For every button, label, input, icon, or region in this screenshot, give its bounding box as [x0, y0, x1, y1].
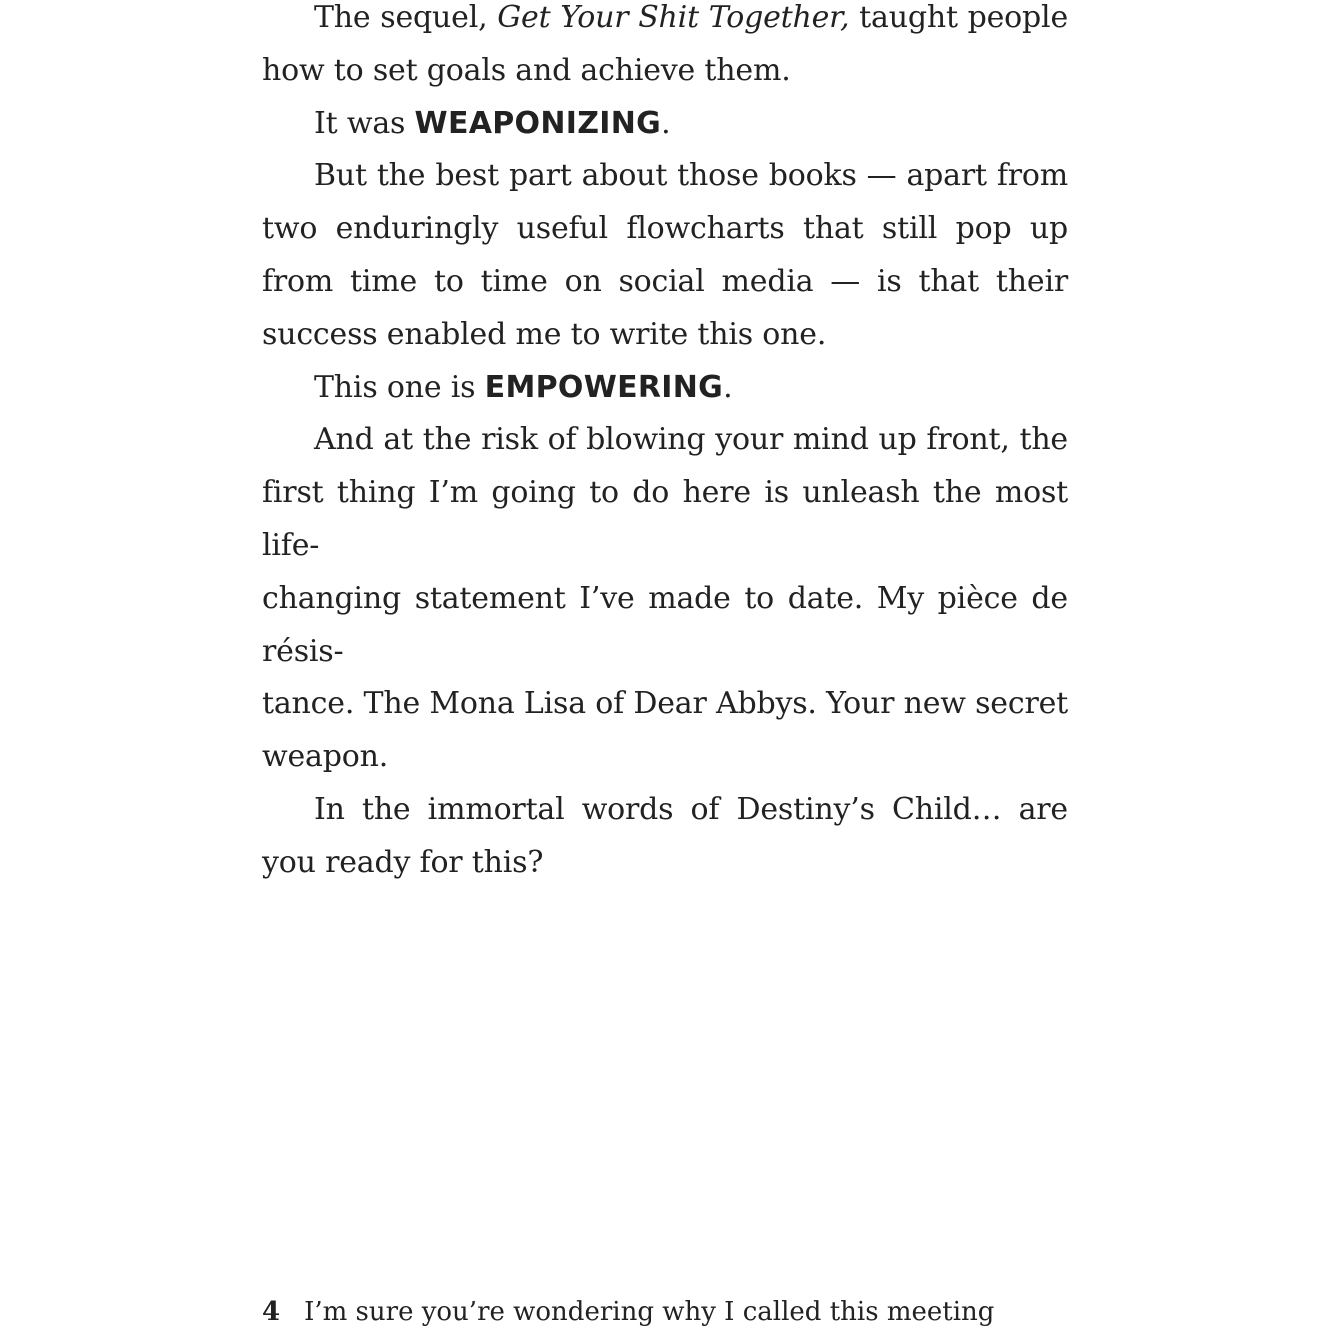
paragraph-empowering-before: This one is: [314, 369, 485, 405]
paragraph-risk-part3: tance. The Mona Lisa of Dear Abbys. Your new secret weapon.: [262, 686, 1068, 775]
paragraph-risk-part1: And at the risk of blowing your mind up front, the first thing I’m going to do here is unleash the most life-: [262, 422, 1068, 563]
running-head: I’m sure you’re wondering why I called this meeting: [304, 1297, 995, 1327]
paragraph-empowering: [262, 362, 1068, 415]
paragraph-weaponizing: [262, 98, 1068, 151]
paragraph-best-part: But the best part about those books — apart from two enduringly useful flowcharts that still pop up from time to time on social media — is that their success enabled me to write this one.: [262, 158, 1068, 352]
paragraph-weaponizing-after: .: [661, 105, 671, 141]
paragraph-sequel-after: taught people how to set goals and achieve them.: [262, 0, 1068, 88]
paragraph-weaponizing-before: It was: [314, 105, 415, 141]
paragraph-sequel-before: The sequel,: [314, 0, 498, 35]
emphasis-weaponizing: WEAPONIZING: [414, 105, 662, 141]
emphasis-empowering: EMPOWERING: [484, 369, 724, 405]
paragraph-empowering-after: .: [723, 369, 733, 405]
paragraph-risk-part2: changing statement I’ve made to date. My pièce de résis-: [262, 580, 1068, 669]
paragraph-sequel: [262, 0, 1068, 98]
page-footer: [262, 1294, 994, 1330]
book-title-italic: Get Your Shit Together,: [497, 0, 850, 35]
page-number: 4: [262, 1297, 281, 1327]
paragraph-destinys-child: In the immortal words of Destiny’s Child… are you ready for this?: [262, 791, 1068, 880]
body-text: [262, 0, 1068, 890]
paragraph-risk: [262, 414, 1068, 784]
